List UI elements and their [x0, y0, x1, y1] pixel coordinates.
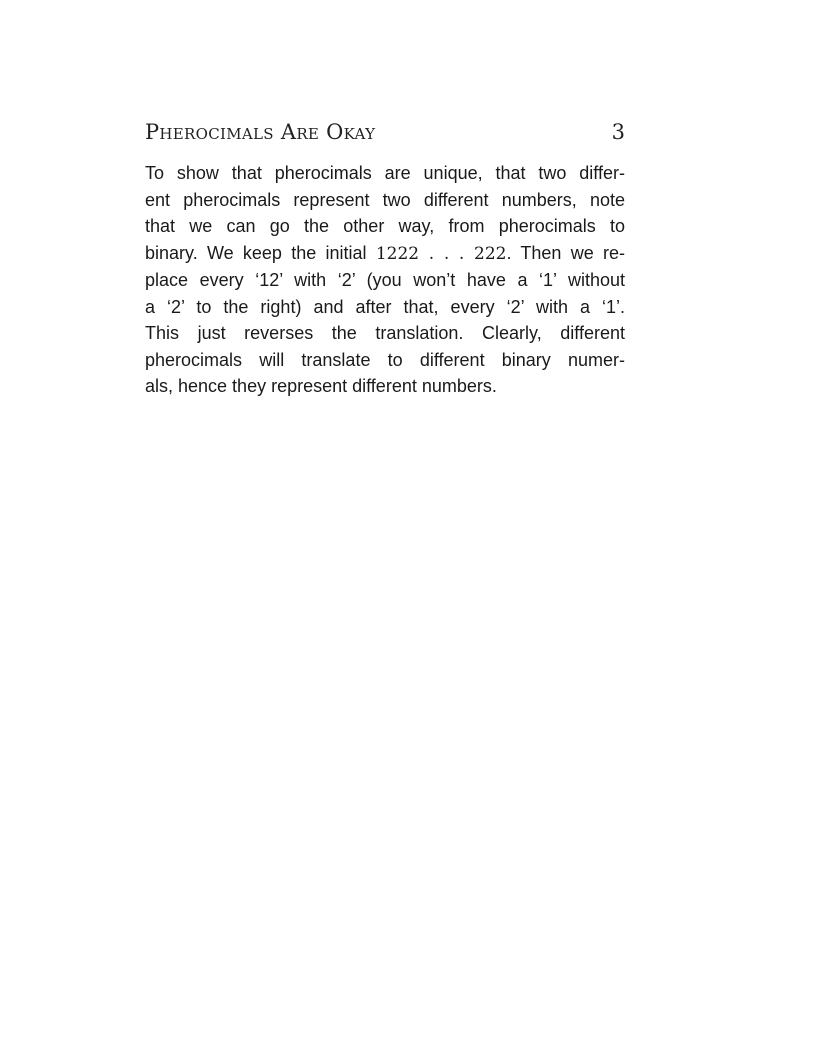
running-title: Pherocimals Are Okay: [145, 120, 376, 144]
running-header: [145, 120, 625, 148]
math-expression: 1222 . . . 222: [375, 243, 507, 264]
body-paragraph: [145, 160, 625, 400]
text-line: pherocimals will translate to different binary numer-: [145, 349, 625, 370]
text-line: place every ‘12’ with ‘2’ (you won’t have a ‘1’ without: [145, 270, 625, 290]
text-segment: . Then we re-: [506, 242, 625, 263]
text-line: a ‘2’ to the right) and after that, every ‘2’ with a ‘1’.: [145, 296, 625, 317]
page-number: 3: [611, 120, 625, 144]
text-line-with-math: [145, 240, 625, 268]
text-line: als, hence they represent different numbers.: [145, 376, 497, 396]
text-line: that we can go the other way, from pherocimals to: [145, 216, 625, 236]
text-line: To show that pherocimals are unique, that two differ-: [145, 163, 625, 183]
text-line: ent pherocimals represent two different numbers, note: [145, 189, 625, 210]
text-line: This just reverses the translation. Clearly, different: [145, 323, 625, 343]
text-segment: binary. We keep the initial: [145, 242, 376, 263]
